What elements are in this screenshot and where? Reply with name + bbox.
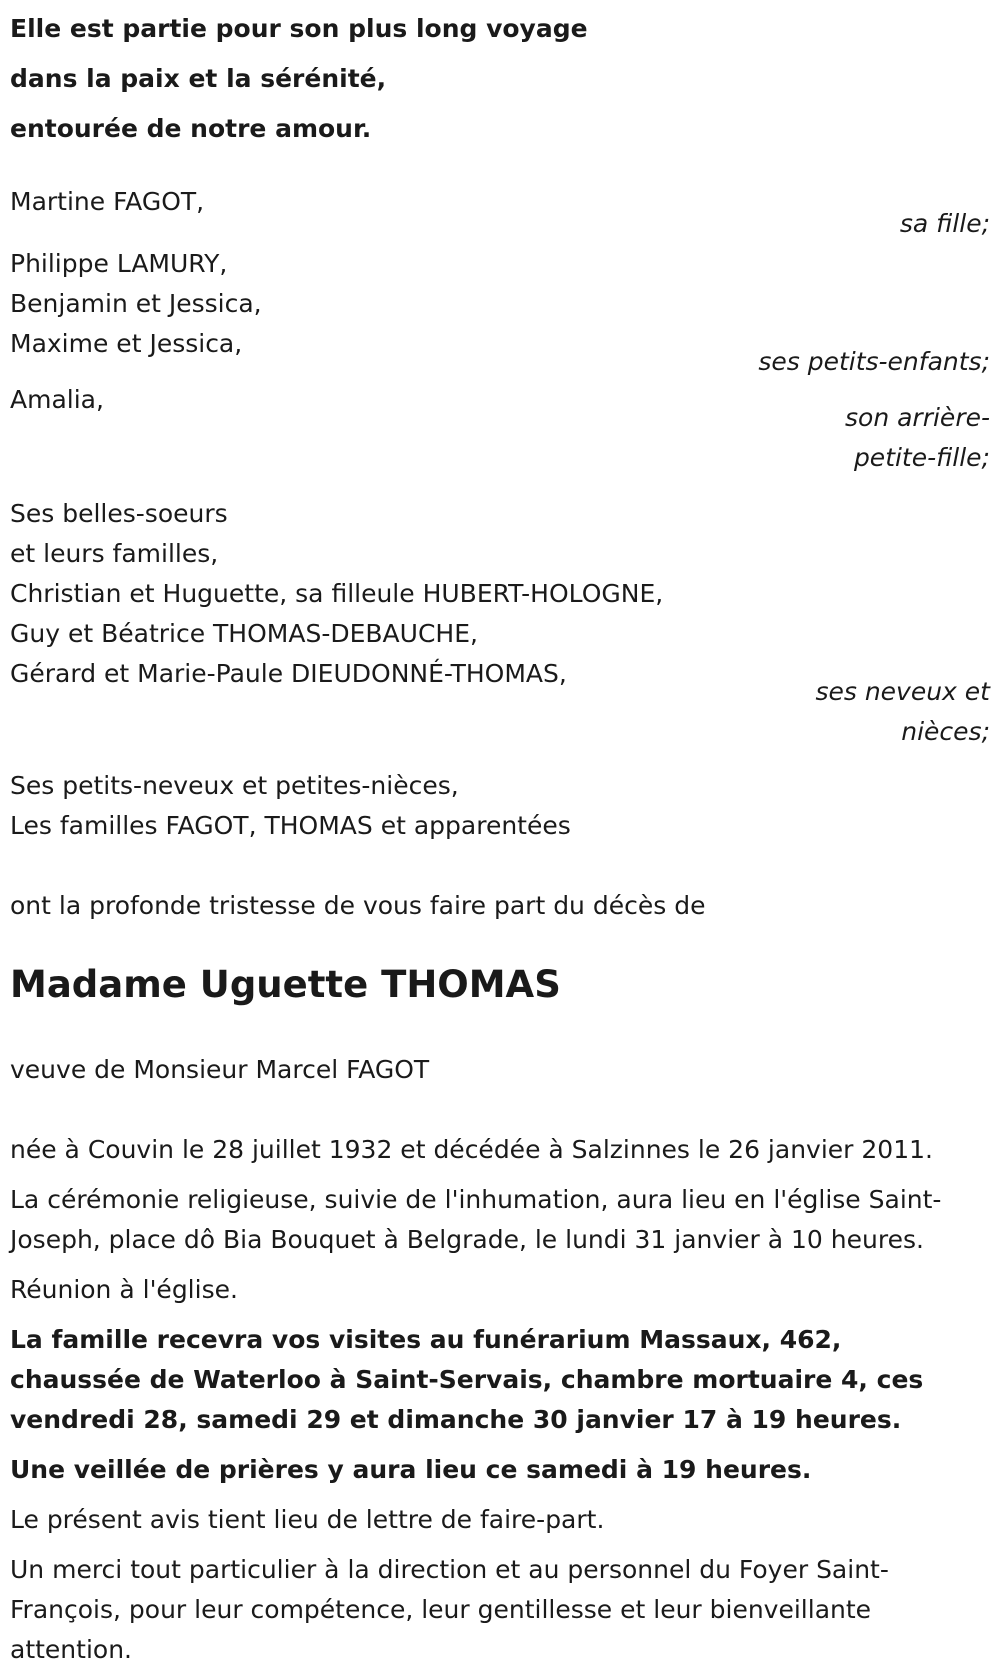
intro-verse [10, 0, 990, 154]
family-name: Ses petits-neveux et petites-nièces, [10, 771, 459, 800]
family-name: Amalia, [10, 385, 104, 414]
ceremony-text: La cérémonie religieuse, suivie de l'inhumation, aura lieu en l'église Saint-Joseph, place dô Bia Bouquet à Belgrade, le lundi 31 janvier à 10 heures. [10, 1185, 942, 1254]
deceased-name: Madame Uguette THOMAS [10, 963, 561, 1006]
details-section [10, 1130, 990, 1670]
relation-label: son arrière-petite-fille; [845, 403, 990, 472]
family-group-daughter [10, 182, 990, 244]
meeting-text: Réunion à l'église. [10, 1275, 238, 1304]
family-group-great-granddaughter [10, 380, 990, 478]
intro-line: entourée de notre amour. [10, 114, 372, 143]
family-group-grandchildren [10, 244, 990, 382]
family-name: Ses belles-soeurs [10, 499, 228, 528]
family-name: Maxime et Jessica, [10, 329, 243, 358]
intro-line: Elle est partie pour son plus long voyage [10, 14, 588, 43]
family-name: Benjamin et Jessica, [10, 289, 262, 318]
visits-text: La famille recevra vos visites au funérarium Massaux, 462, chaussée de Waterloo à Saint-Servais, chambre mortuaire 4, ces vendredi 28, samedi 29 et dimanche 30 janvier 17 à 19 heures. [10, 1325, 924, 1434]
widow-of-text: veuve de Monsieur Marcel FAGOT [10, 1055, 430, 1084]
family-list [10, 182, 990, 846]
announcement-text: ont la profonde tristesse de vous faire part du décès de [10, 891, 706, 920]
birth-death-text: née à Couvin le 28 juillet 1932 et décédée à Salzinnes le 26 janvier 2011. [10, 1135, 933, 1164]
relation-label: ses petits-enfants; [758, 347, 990, 376]
relation-label: ses neveux et nièces; [815, 677, 990, 746]
family-name: Philippe LAMURY, [10, 249, 228, 278]
intro-line: dans la paix et la sérénité, [10, 64, 387, 93]
relation-label: sa fille; [899, 209, 990, 238]
family-name: Les familles FAGOT, THOMAS et apparentées [10, 811, 571, 840]
vigil-text: Une veillée de prières y aura lieu ce samedi à 19 heures. [10, 1455, 812, 1484]
thanks-text: Un merci tout particulier à la direction et au personnel du Foyer Saint-François, pour leur compétence, leur gentillesse et leur bienveillante attention. [10, 1555, 889, 1664]
family-name: Martine FAGOT, [10, 187, 205, 216]
family-name: Guy et Béatrice THOMAS-DEBAUCHE, [10, 619, 478, 648]
family-group-others [10, 766, 990, 846]
family-name: Gérard et Marie-Paule DIEUDONNÉ-THOMAS, [10, 659, 567, 688]
notice-text: Le présent avis tient lieu de lettre de faire-part. [10, 1505, 605, 1534]
family-name: et leurs familles, [10, 539, 219, 568]
family-name: Christian et Huguette, sa filleule HUBERT-HOLOGNE, [10, 579, 664, 608]
family-group-nephews [10, 494, 990, 752]
